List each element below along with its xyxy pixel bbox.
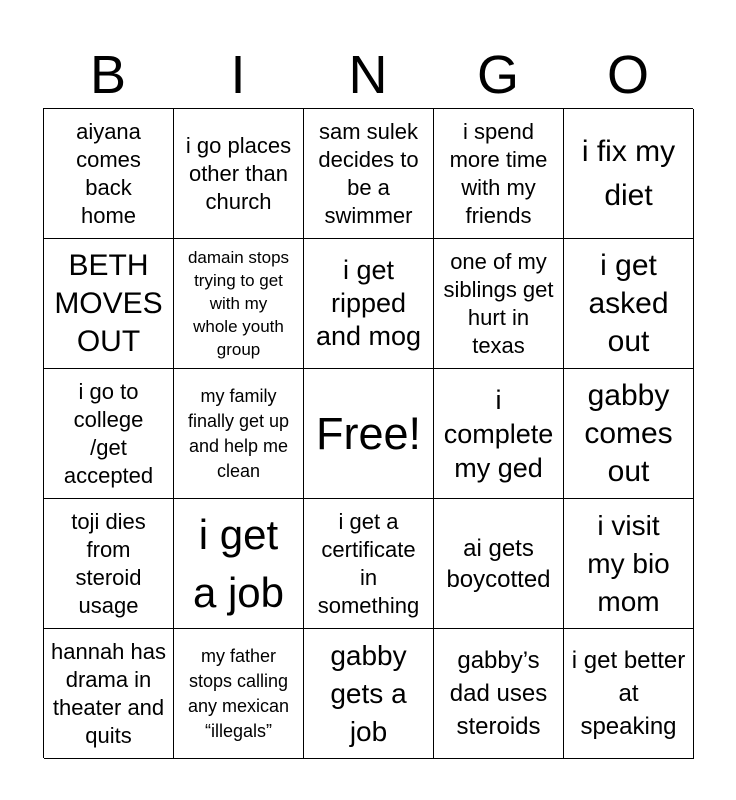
cell-text: gabby comes out [584, 378, 673, 488]
bingo-cell-free[interactable] [304, 369, 434, 499]
bingo-cell-o5[interactable] [564, 629, 694, 759]
bingo-cell-o2[interactable] [564, 239, 694, 369]
cell-text: my father stops calling any mexican “illegals” [187, 645, 290, 741]
bingo-header [43, 42, 693, 108]
free-space-label: Free! [315, 408, 422, 459]
cell-text: i spend more time with my friends [449, 118, 548, 228]
cell-text: i complete my ged [443, 384, 554, 483]
cell-text: i get a certificate in something [317, 508, 420, 618]
bingo-board [43, 108, 693, 758]
cell-text: i fix my diet [581, 134, 676, 212]
cell-text: my family finally get up and help me clean [187, 385, 290, 481]
bingo-cell-n4[interactable] [304, 499, 434, 629]
bingo-cell-i1[interactable] [174, 109, 304, 239]
bingo-cell-g4[interactable] [434, 499, 564, 629]
cell-text: i get ripped and mog [315, 255, 422, 351]
bingo-cell-g2[interactable] [434, 239, 564, 369]
bingo-cell-g3[interactable] [434, 369, 564, 499]
cell-text: toji dies from steroid usage [71, 508, 146, 618]
header-letter-g: G [476, 45, 519, 105]
bingo-cell-b1[interactable] [44, 109, 174, 239]
cell-text: i get better at speaking [571, 647, 686, 740]
bingo-cell-o1[interactable] [564, 109, 694, 239]
cell-text: i get asked out [588, 248, 669, 358]
bingo-cell-b5[interactable] [44, 629, 174, 759]
bingo-cell-n1[interactable] [304, 109, 434, 239]
cell-text: hannah has drama in theater and quits [51, 638, 166, 748]
header-letter-o: O [606, 45, 649, 105]
cell-text: i go places other than church [185, 132, 292, 214]
bingo-cell-g5[interactable] [434, 629, 564, 759]
bingo-cell-i2[interactable] [174, 239, 304, 369]
cell-text: ai gets boycotted [446, 534, 551, 593]
header-letter-i: I [230, 45, 246, 105]
header-letter-n: N [348, 45, 388, 105]
bingo-cell-o3[interactable] [564, 369, 694, 499]
header-letter-b: B [89, 45, 127, 105]
bingo-cell-i5[interactable] [174, 629, 304, 759]
cell-text: i go to college /get accepted [63, 378, 154, 488]
cell-text: one of my siblings get hurt in texas [443, 248, 554, 358]
cell-text: BETH MOVES OUT [54, 248, 163, 358]
bingo-cell-i3[interactable] [174, 369, 304, 499]
bingo-cell-b3[interactable] [44, 369, 174, 499]
bingo-cell-b2[interactable] [44, 239, 174, 369]
bingo-cell-n5[interactable] [304, 629, 434, 759]
bingo-cell-o4[interactable] [564, 499, 694, 629]
cell-text: i get a job [192, 510, 285, 616]
cell-text: gabby gets a job [330, 639, 407, 747]
bingo-cell-n2[interactable] [304, 239, 434, 369]
bingo-cell-b4[interactable] [44, 499, 174, 629]
bingo-cell-i4[interactable] [174, 499, 304, 629]
cell-text: damain stops trying to get with my whole youth group [187, 248, 290, 359]
cell-text: i visit my bio mom [587, 509, 670, 617]
cell-text: aiyana comes back home [76, 118, 141, 228]
bingo-cell-g1[interactable] [434, 109, 564, 239]
cell-text: sam sulek decides to be a swimmer [318, 118, 419, 228]
cell-text: gabby’s dad uses steroids [449, 647, 548, 740]
